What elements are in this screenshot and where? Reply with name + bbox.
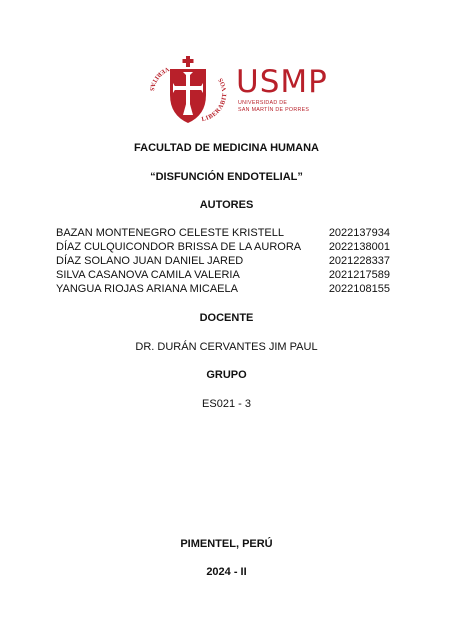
author-row <box>56 283 390 297</box>
authors-heading: AUTORES <box>199 199 254 211</box>
author-row <box>56 241 390 255</box>
location: PIMENTEL, PERÚ <box>180 538 273 550</box>
faculty-heading: FACULTAD DE MEDICINA HUMANA <box>134 142 319 154</box>
university-seal-icon <box>146 55 230 130</box>
author-code: 2022108155 <box>328 283 390 295</box>
brand-subtitle-line2: SAN MARTÍN DE PORRES <box>238 106 310 113</box>
author-code: 2021217589 <box>328 269 390 281</box>
seal-motto-left: VERITAS <box>147 65 171 92</box>
author-name: SILVA CASANOVA CAMILA VALERIA <box>56 269 240 281</box>
author-row <box>56 255 390 269</box>
author-name: DÍAZ CULQUICONDOR BRISSA DE LA AURORA <box>56 241 302 253</box>
author-code: 2022137934 <box>328 227 390 239</box>
seal-motto-right: LIBERABIT VOS <box>200 76 229 124</box>
teacher-heading: DOCENTE <box>199 312 254 324</box>
author-code: 2022138001 <box>328 241 390 253</box>
teacher-name: DR. DURÁN CERVANTES JIM PAUL <box>135 341 318 353</box>
group-heading: GRUPO <box>206 369 247 381</box>
academic-period: 2024 - II <box>206 566 247 578</box>
usmp-logo <box>146 55 328 130</box>
author-name: BAZAN MONTENEGRO CELESTE KRISTELL <box>56 227 284 239</box>
author-row <box>56 269 390 283</box>
group-code: ES021 - 3 <box>202 398 251 410</box>
document-title: “DISFUNCIÓN ENDOTELIAL” <box>150 171 303 183</box>
author-name: YANGUA RIOJAS ARIANA MICAELA <box>56 283 238 295</box>
author-row <box>56 227 390 241</box>
brand-text <box>236 64 328 113</box>
brand-name: USMP <box>236 64 328 100</box>
author-code: 2021228337 <box>328 255 390 267</box>
brand-subtitle-line1: UNIVERSIDAD DE <box>238 100 288 106</box>
svg-text:VERITAS <box>148 65 170 92</box>
author-name: DÍAZ SOLANO JUAN DANIEL JARED <box>56 255 244 267</box>
